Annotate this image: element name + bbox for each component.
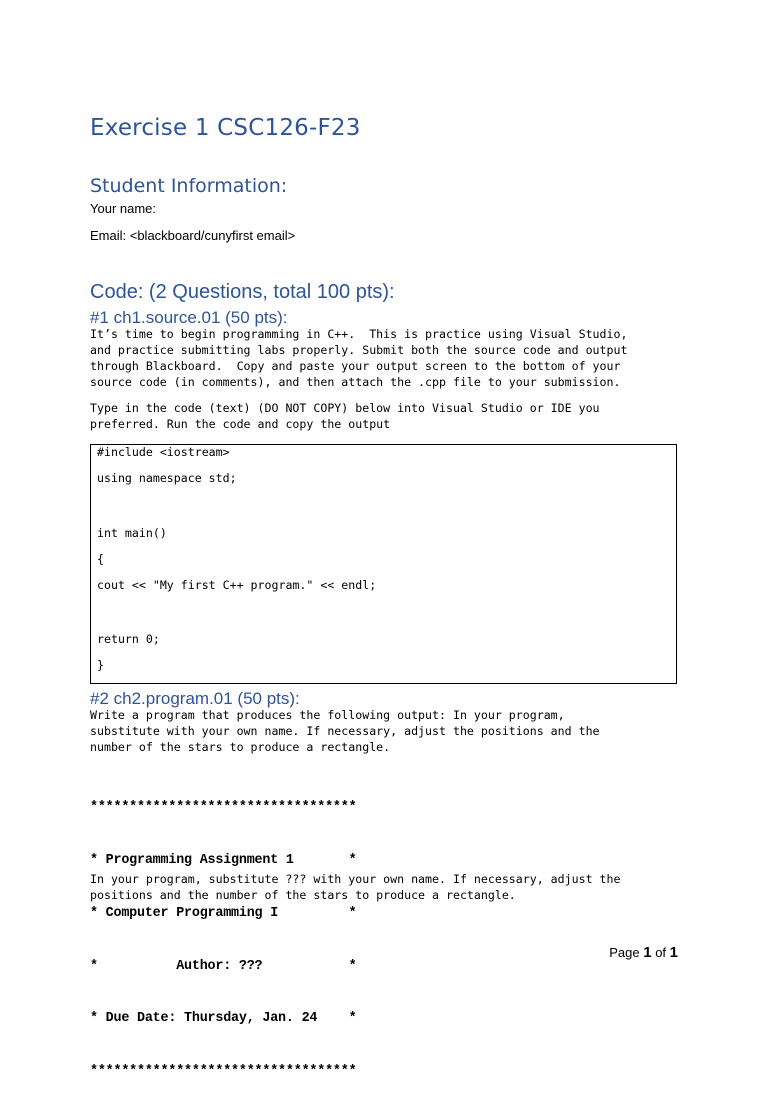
page-total: 1 (669, 944, 678, 961)
q1-para2-line: preferred. Run the code and copy the output (90, 417, 391, 431)
q2-para2-line: In your program, substitute ??? with your own name. If necessary, adjust the (90, 872, 621, 886)
page-number: 1 (643, 944, 652, 961)
email-line: Email: <blackboard/cunyfirst email> (90, 228, 296, 243)
q2-para2-line: positions and the number of the stars to produce a rectangle. (90, 888, 516, 902)
q1-para1-line: and practice submitting labs properly. Submit both the source code and output (90, 343, 628, 357)
code-line: int main() (97, 526, 167, 540)
q1-para1-line: It’s time to begin programming in C++. This is practice using Visual Studio, (90, 327, 628, 341)
name-line: Your name: (90, 201, 157, 216)
q2-para1-line: number of the stars to produce a rectangle. (90, 740, 391, 754)
output-line: * Due Date: Thursday, Jan. 24 * (90, 1011, 357, 1027)
code-line: { (97, 552, 104, 566)
q2-para1-line: Write a program that produces the following output: In your program, (90, 708, 565, 722)
code-line: cout << "My first C++ program." << endl; (97, 578, 377, 592)
page-footer (609, 944, 678, 961)
code-listing-box (90, 444, 677, 684)
document-title: Exercise 1 CSC126-F23 (90, 115, 361, 141)
of-word: of (655, 945, 667, 960)
q1-para1-line: source code (in comments), and then attach the .cpp file to your submission. (90, 375, 621, 389)
q2-para1-line: substitute with your own name. If necessary, adjust the positions and the (90, 724, 600, 738)
sample-output-image (90, 764, 420, 1116)
code-heading: Code: (2 Questions, total 100 pts): (90, 281, 395, 303)
code-line: using namespace std; (97, 471, 237, 485)
question-2-heading: #2 ch2.program.01 (50 pts): (90, 689, 300, 708)
output-line: ********************************** (90, 800, 357, 816)
student-info-heading: Student Information: (90, 175, 288, 197)
question-1-heading: #1 ch1.source.01 (50 pts): (90, 308, 288, 327)
output-line: * Author: ??? * (90, 958, 357, 974)
code-line: } (97, 658, 104, 672)
code-line: return 0; (97, 632, 160, 646)
q1-para2-line: Type in the code (text) (DO NOT COPY) below into Visual Studio or IDE you (90, 401, 600, 415)
output-line: * Programming Assignment 1 * (90, 852, 357, 868)
output-line: * Computer Programming I * (90, 905, 357, 921)
output-line: ********************************** (90, 1064, 357, 1080)
q1-para1-line: through Blackboard. Copy and paste your output screen to the bottom of your (90, 359, 621, 373)
page-word: Page (609, 945, 640, 960)
code-line: #include <iostream> (97, 445, 230, 459)
